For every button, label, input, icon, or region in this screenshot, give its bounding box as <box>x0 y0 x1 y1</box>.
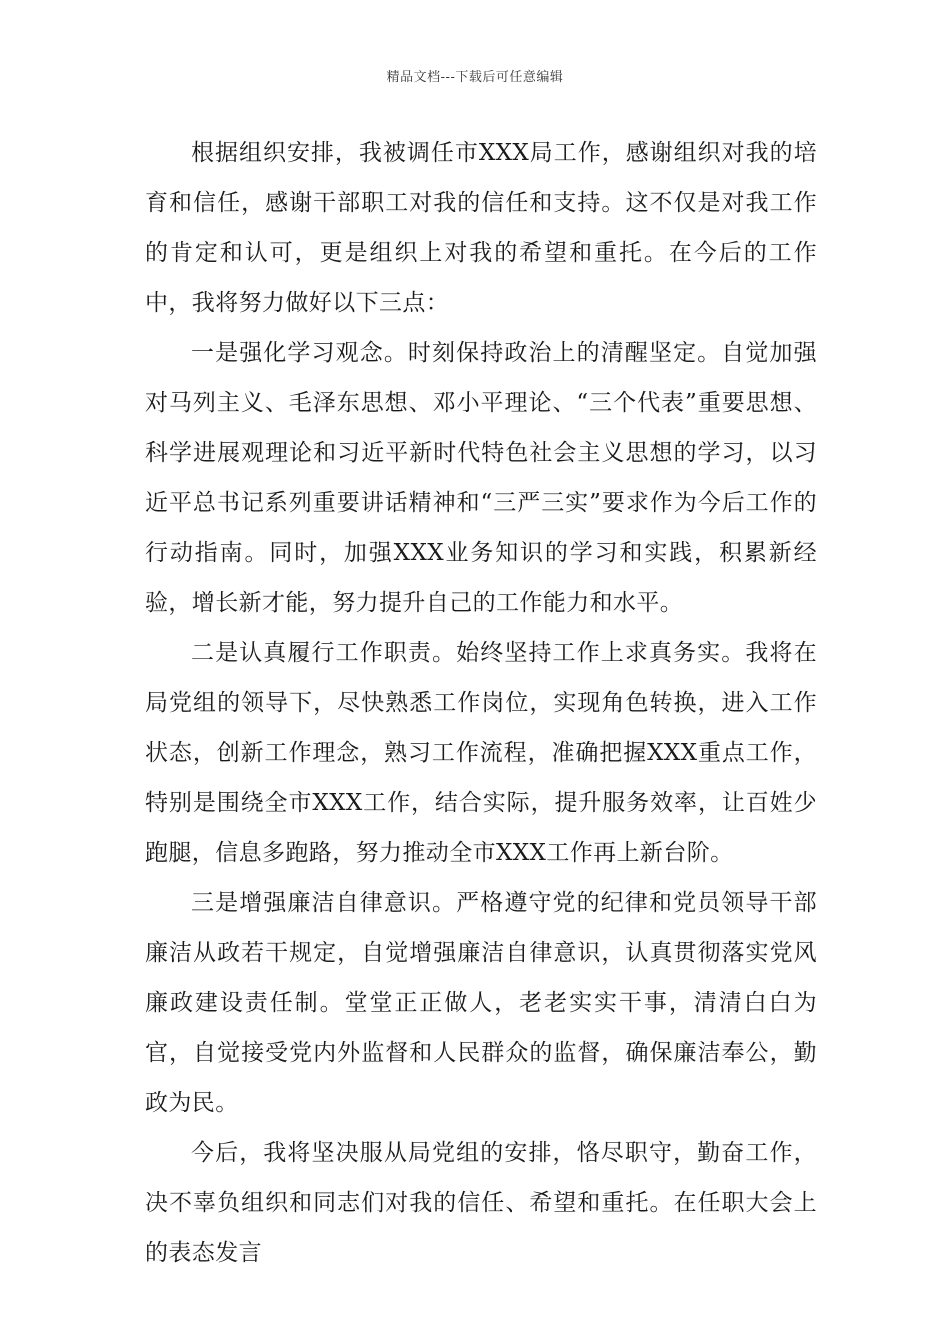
page-header-watermark: 精品文档---下载后可任意编辑 <box>386 70 564 85</box>
paragraph-closing: 今后，我将坚决服从局党组的安排，恪尽职守，勤奋工作，决不辜负组织和同志们对我的信任、希望和重托。在任职大会上的表态发言 <box>145 1140 817 1266</box>
paragraph-point-three: 三是增强廉洁自律意识。严格遵守党的纪律和党员领导干部廉洁从政若干规定，自觉增强廉洁自律意识，认真贯彻落实党风廉政建设责任制。堂堂正正做人，老老实实干事，清清白白为官，自觉接受党内外监督和人民群众的监督，确保廉洁奉公，勤政为民。 <box>145 890 817 1116</box>
document-body <box>145 128 817 1278</box>
paragraph-intro: 根据组织安排，我被调任市XXX局工作，感谢组织对我的培育和信任，感谢干部职工对我的信任和支持。这不仅是对我工作的肯定和认可，更是组织上对我的希望和重托。在今后的工作中，我将努力做好以下三点： <box>145 140 817 316</box>
paragraph-point-one: 一是强化学习观念。时刻保持政治上的清醒坚定。自觉加强对马列主义、毛泽东思想、邓小平理论、“三个代表”重要思想、科学进展观理论和习近平新时代特色社会主义思想的学习，以习近平总书记系列重要讲话精神和“三严三实”要求作为今后工作的行动指南。同时，加强XXX业务知识的学习和实践，积累新经验，增长新才能，努力提升自己的工作能力和水平。 <box>145 340 817 616</box>
paragraph-point-two: 二是认真履行工作职责。始终坚持工作上求真务实。我将在局党组的领导下，尽快熟悉工作岗位，实现角色转换，进入工作状态，创新工作理念，熟习工作流程，准确把握XXX重点工作，特别是围绕全市XXX工作，结合实际，提升服务效率，让百姓少跑腿，信息多跑路，努力推动全市XXX工作再上新台阶。 <box>145 640 817 866</box>
